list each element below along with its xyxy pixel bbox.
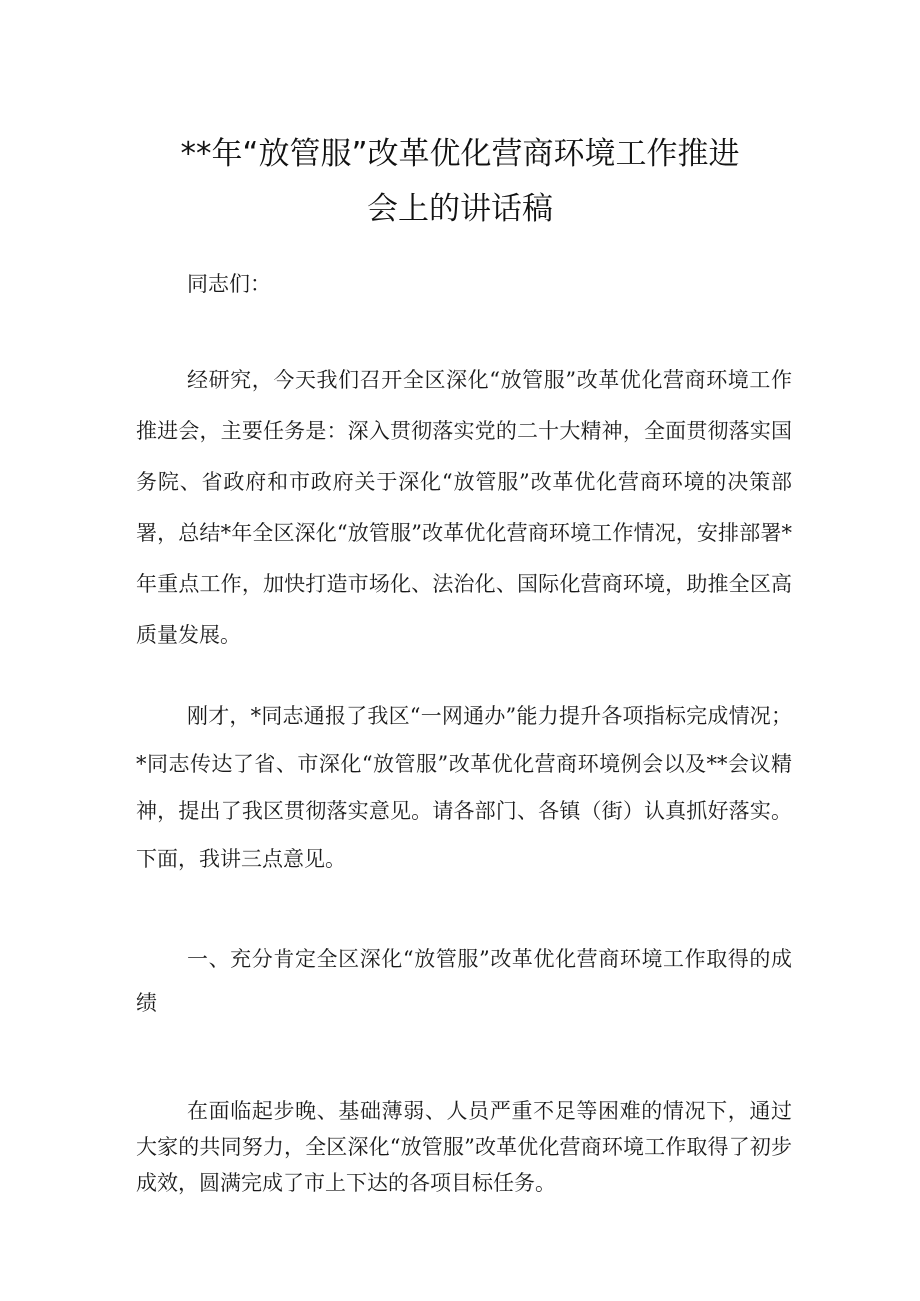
section-heading-1: 一、充分肯定全区深化“放管服”改革优化营商环境工作取得的成绩 [136, 947, 792, 1015]
document-title-line-2: 会上的讲话稿 [367, 191, 553, 227]
salutation: 同志们： [187, 272, 271, 296]
paragraph-briefing: 刚才，*同志通报了我区“一网通办”能力提升各项指标完成情况；*同志传达了省、市深化“放管服”改革优化营商环境例会以及**会议精神，提出了我区贯彻落实意见。请各部门、各镇（街）认真抓好落实。下面，我讲三点意见。 [136, 704, 792, 871]
paragraph-achievements: 在面临起步晚、基础薄弱、人员严重不足等困难的情况下，通过大家的共同努力，全区深化“放管服”改革优化营商环境工作取得了初步成效，圆满完成了市上下达的各项目标任务。 [136, 1099, 792, 1195]
paragraph-opening: 经研究，今天我们召开全区深化“放管服”改革优化营商环境工作推进会，主要任务是：深入贯彻落实党的二十大精神，全面贯彻落实国务院、省政府和市政府关于深化“放管服”改革优化营商环境的决策部署，总结*年全区深化“放管服”改革优化营商环境工作情况，安排部署*年重点工作，加快打造市场化、法治化、国际化营商环境，助推全区高质量发展。 [136, 368, 792, 647]
document-title-line-1: **年“放管服”改革优化营商环境工作推进 [180, 136, 740, 172]
